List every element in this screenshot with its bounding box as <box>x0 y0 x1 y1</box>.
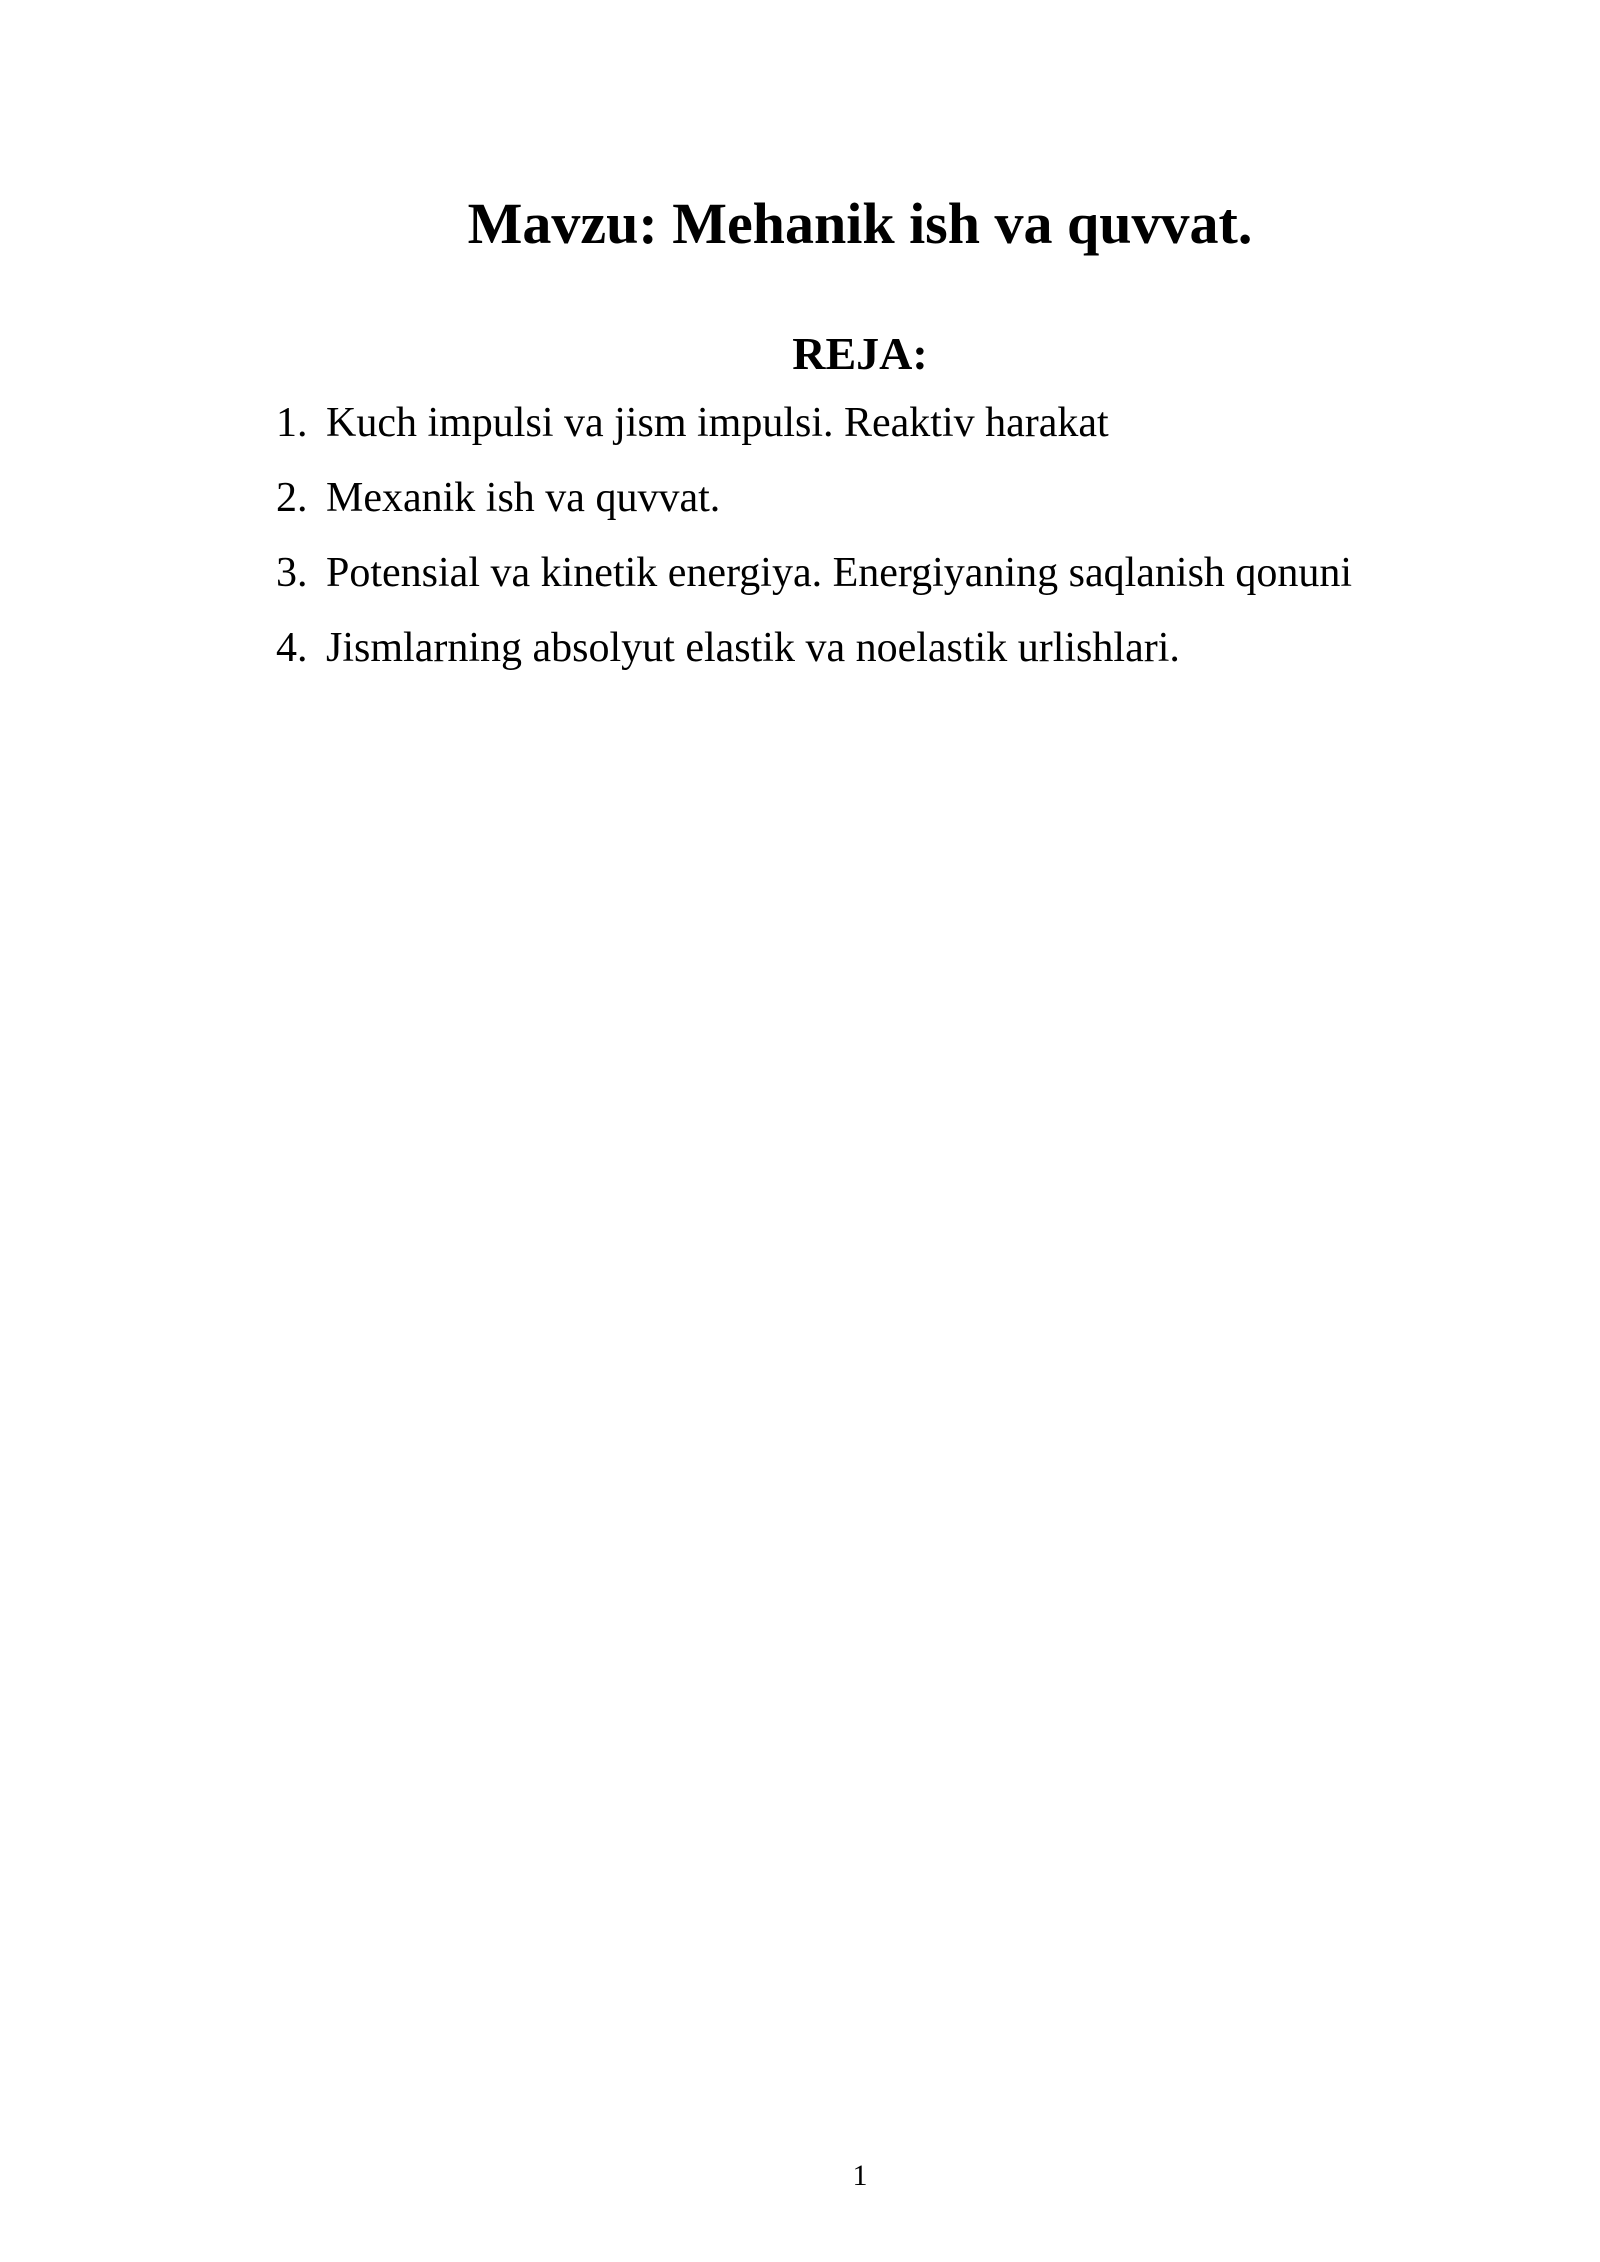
plan-item-text: Jismlarning absolyut elastik va noelastik urlishlari. <box>326 625 1180 671</box>
plan-list <box>276 398 1352 698</box>
page-number: 1 <box>852 2159 868 2192</box>
plan-item-text: Kuch impulsi va jism impulsi. Reaktiv harakat <box>326 400 1109 446</box>
plan-item-number: 1. <box>276 400 308 446</box>
plan-item-number: 2. <box>276 475 308 521</box>
plan-item-number: 4. <box>276 625 308 671</box>
plan-item-4 <box>276 623 1352 698</box>
plan-item-text: Mexanik ish va quvvat. <box>326 475 721 521</box>
plan-item-1 <box>276 398 1352 473</box>
plan-item-2 <box>276 473 1352 548</box>
plan-item-3 <box>276 548 1352 623</box>
page-title: Mavzu: Mehanik ish va quvvat. <box>467 190 1253 256</box>
plan-heading: REJA: <box>792 328 928 380</box>
plan-item-number: 3. <box>276 550 308 596</box>
plan-item-text: Potensial va kinetik energiya. Energiyaning saqlanish qonuni <box>326 550 1353 596</box>
